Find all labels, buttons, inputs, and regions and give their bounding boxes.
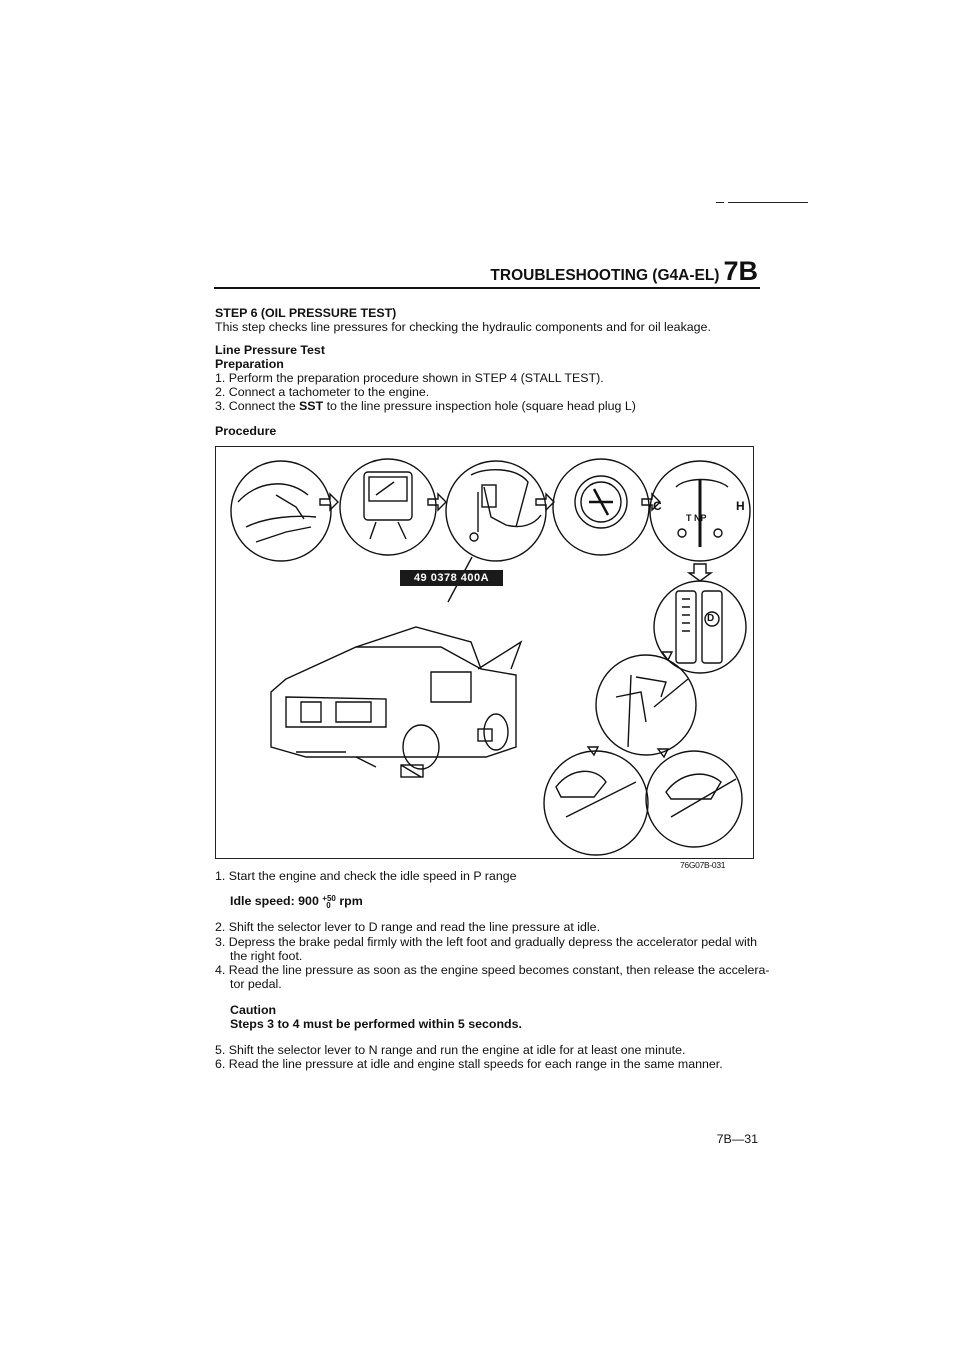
ignition-circle bbox=[553, 459, 649, 555]
procedure-step: 1. Start the engine and check the idle speed in P range bbox=[215, 869, 517, 883]
idle-tol-lower: 0 bbox=[326, 900, 331, 910]
preparation-title: Preparation bbox=[215, 357, 284, 371]
procedure-step-cont: the right foot. bbox=[230, 949, 303, 963]
header-title: TROUBLESHOOTING (G4A-EL) bbox=[490, 267, 720, 284]
page-header bbox=[480, 256, 758, 287]
procedure-step: 3. Depress the brake pedal firmly with the left foot and gradually depress the accelerator pedal with bbox=[215, 935, 758, 949]
brake-pedal-circle bbox=[544, 751, 648, 855]
procedure-step: 6. Read the line pressure at idle and engine stall speeds for each range in the same manner. bbox=[215, 1057, 723, 1071]
sst-term: SST bbox=[299, 399, 324, 413]
gauge-tnp-label: T NP bbox=[686, 513, 707, 523]
prep-item: 1. Perform the preparation procedure shown in STEP 4 (STALL TEST). bbox=[215, 371, 604, 385]
section-title: Line Pressure Test bbox=[215, 343, 325, 357]
flow-arrow bbox=[428, 494, 446, 510]
step-intro: This step checks line pressures for checking the hydraulic components and for oil leakage. bbox=[215, 320, 711, 334]
sst-part-number: 49 0378 400A bbox=[400, 570, 503, 586]
figure-illustration bbox=[216, 447, 753, 858]
hand-circle bbox=[231, 461, 331, 561]
shift-lever-circle bbox=[596, 655, 696, 755]
procedure-step-cont: tor pedal. bbox=[230, 977, 282, 991]
step-title: STEP 6 (OIL PRESSURE TEST) bbox=[215, 306, 397, 320]
caution-text: Steps 3 to 4 must be performed within 5 seconds. bbox=[230, 1017, 522, 1031]
selector-d-label: D bbox=[707, 613, 715, 624]
prep-item: 2. Connect a tachometer to the engine. bbox=[215, 385, 430, 399]
idle-tol-upper: +50 bbox=[322, 893, 336, 903]
figure-code: 76G07B-031 bbox=[680, 860, 726, 870]
flow-arrow bbox=[689, 564, 711, 581]
tachometer-circle bbox=[340, 459, 436, 555]
caution-title: Caution bbox=[230, 1003, 277, 1017]
procedure-step: 4. Read the line pressure as soon as the engine speed becomes constant, then release the accelera- bbox=[215, 963, 770, 977]
prep-item: 3. Connect the SST to the line pressure inspection hole (square head plug L) bbox=[215, 399, 636, 413]
car-illustration bbox=[271, 627, 521, 777]
header-mark bbox=[728, 202, 808, 203]
procedure-figure bbox=[215, 446, 754, 859]
procedure-step: 2. Shift the selector lever to D range and read the line pressure at idle. bbox=[215, 920, 601, 934]
gauge-h-label: H bbox=[736, 499, 745, 513]
header-section: 7B bbox=[723, 256, 758, 286]
gauge-c-label: C bbox=[653, 499, 662, 513]
procedure-step: 5. Shift the selector lever to N range and run the engine at idle for at least one minute. bbox=[215, 1043, 686, 1057]
sst-circle bbox=[446, 461, 546, 561]
page-number: 7B—31 bbox=[716, 1132, 758, 1146]
idle-speed-spec: Idle speed: 900 +50 0 rpm bbox=[230, 893, 363, 910]
procedure-title: Procedure bbox=[215, 424, 277, 438]
header-rule bbox=[214, 287, 760, 289]
header-mark bbox=[716, 202, 724, 203]
